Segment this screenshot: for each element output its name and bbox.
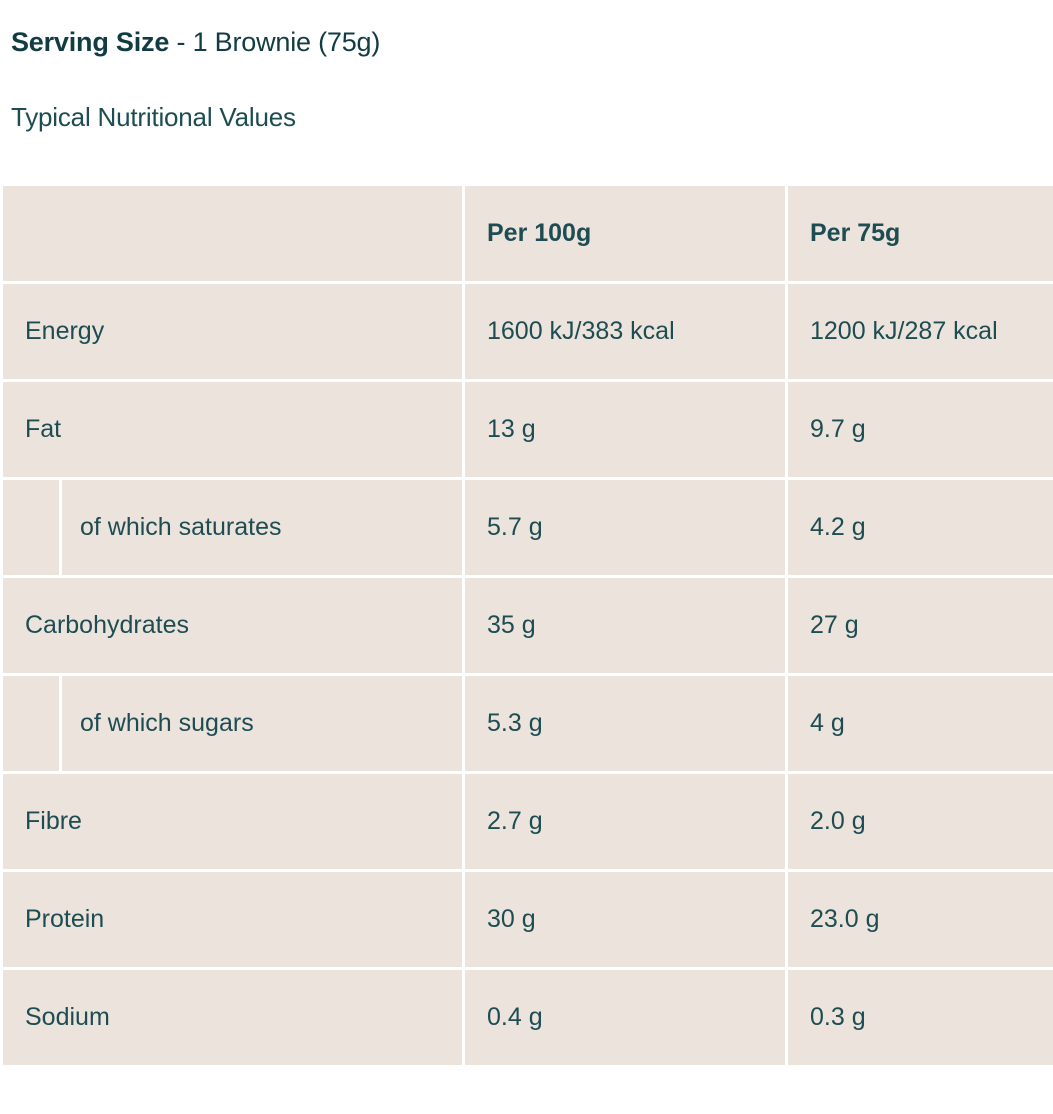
table-header-blank: [3, 186, 462, 281]
table-row: [3, 578, 1053, 673]
row-value-per-75g: 0.3 g: [788, 970, 1053, 1065]
nutrition-table: [0, 183, 1053, 1068]
row-label: of which saturates: [62, 480, 462, 575]
row-label: Fibre: [3, 774, 462, 869]
table-header-per-100g: Per 100g: [465, 186, 785, 281]
row-label: of which sugars: [62, 676, 462, 771]
page-title: Typical Nutritional Values: [11, 102, 296, 133]
table-row: [3, 480, 1053, 575]
row-indent-spacer: [3, 676, 59, 771]
row-value-per-100g: 5.7 g: [465, 480, 785, 575]
row-value-per-75g: 23.0 g: [788, 872, 1053, 967]
row-value-per-75g: 9.7 g: [788, 382, 1053, 477]
serving-size-value: - 1 Brownie (75g): [169, 27, 381, 57]
table-header-per-75g: Per 75g: [788, 186, 1053, 281]
table-row: [3, 382, 1053, 477]
table-row: [3, 774, 1053, 869]
row-value-per-75g: 4 g: [788, 676, 1053, 771]
table-row: [3, 970, 1053, 1065]
serving-size-line: [0, 0, 1053, 58]
row-value-per-100g: 13 g: [465, 382, 785, 477]
row-label: Protein: [3, 872, 462, 967]
row-label: Energy: [3, 284, 462, 379]
table-header-row: [3, 186, 1053, 281]
row-value-per-75g: 4.2 g: [788, 480, 1053, 575]
table-row: [3, 676, 1053, 771]
row-value-per-100g: 0.4 g: [465, 970, 785, 1065]
row-label: Sodium: [3, 970, 462, 1065]
row-value-per-100g: 30 g: [465, 872, 785, 967]
table-row: [3, 284, 1053, 379]
serving-size-label: Serving Size: [11, 27, 170, 57]
row-indent-spacer: [3, 480, 59, 575]
row-value-per-100g: 5.3 g: [465, 676, 785, 771]
row-value-per-100g: 2.7 g: [465, 774, 785, 869]
table-body: [3, 284, 1053, 1065]
row-value-per-75g: 1200 kJ/287 kcal: [788, 284, 1053, 379]
row-value-per-75g: 27 g: [788, 578, 1053, 673]
row-value-per-100g: 1600 kJ/383 kcal: [465, 284, 785, 379]
row-value-per-100g: 35 g: [465, 578, 785, 673]
table-row: [3, 872, 1053, 967]
row-value-per-75g: 2.0 g: [788, 774, 1053, 869]
row-label: Fat: [3, 382, 462, 477]
row-label: Carbohydrates: [3, 578, 462, 673]
